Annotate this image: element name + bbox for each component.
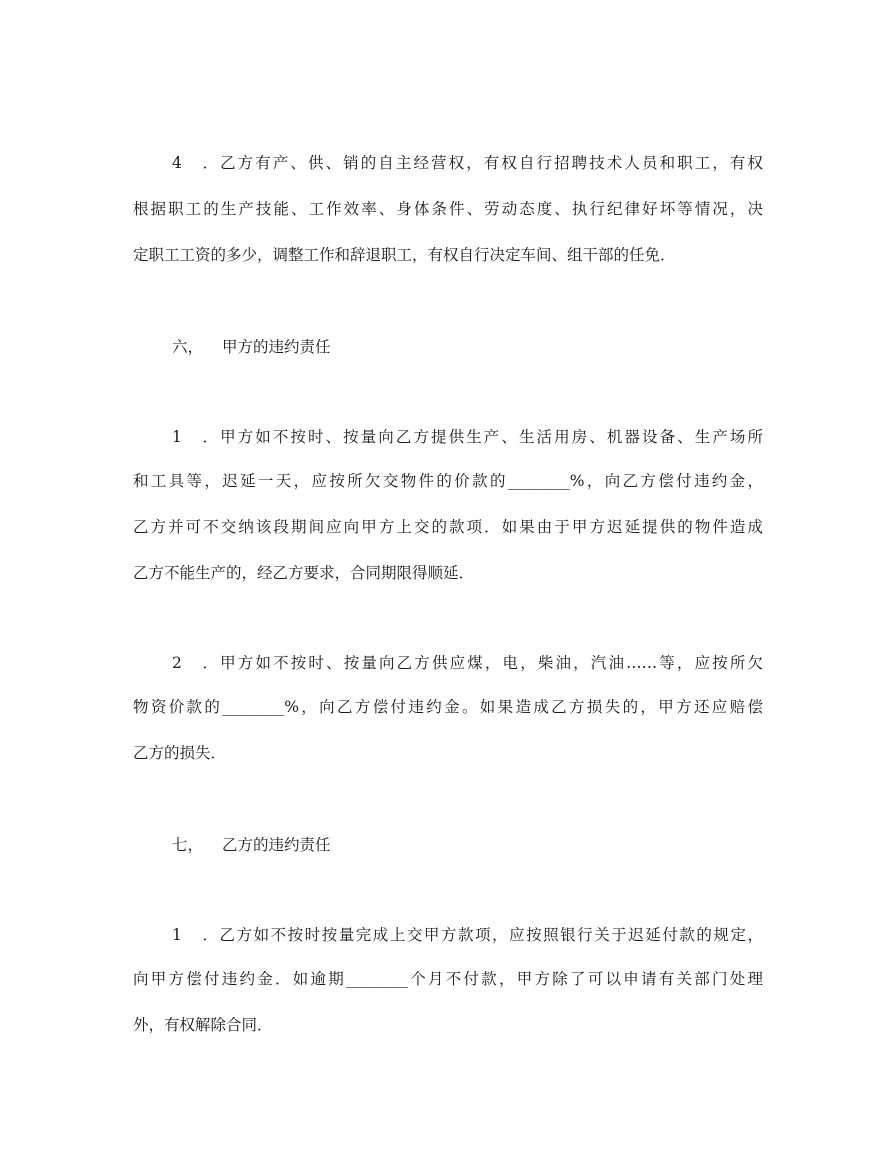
- section-6-para-2-line-1: [172, 652, 763, 674]
- heading-text: 甲方的违约责任: [222, 338, 331, 356]
- paragraph-number: 1．: [172, 428, 218, 446]
- section-6-para-1-line-1: [172, 426, 763, 448]
- section-6-para-2-line-2: 物资价款的________%，向乙方偿付违约金。如果造成乙方损失的，甲方还应赔偿: [133, 698, 763, 716]
- paragraph-text: 乙方如不按时按量完成上交甲方款项，应按照银行关于迟延付款的规定，: [218, 926, 763, 944]
- heading-text: 乙方的违约责任: [222, 836, 331, 854]
- section-heading-6: [172, 336, 763, 358]
- paragraph-4-line-3: 定职工工资的多少，调整工作和辞退职工，有权自行决定车间、组干部的任免．: [133, 246, 676, 264]
- section-heading-7: [172, 834, 763, 856]
- paragraph-4-line-2: 根据职工的生产技能、工作效率、身体条件、劳动态度、执行纪律好坏等情况，决: [133, 200, 763, 218]
- section-7-para-1-line-3: 外，有权解除合同．: [133, 1016, 273, 1034]
- section-6-para-1-line-2: 和工具等，迟延一天，应按所欠交物件的价款的________%，向乙方偿付违约金，: [133, 472, 763, 490]
- section-7-para-1-line-1: [172, 924, 763, 946]
- paragraph-text: 乙方有产、供、销的自主经营权，有权自行招聘技术人员和职工，有权: [218, 154, 763, 172]
- heading-number: 七，: [172, 836, 204, 854]
- paragraph-text: 甲方如不按时、按量向乙方供应煤，电，柴油，汽油……等，应按所欠: [218, 654, 763, 672]
- paragraph-number: 1．: [172, 926, 218, 944]
- paragraph-number: 2．: [172, 654, 218, 672]
- section-6-para-1-line-3: 乙方并可不交纳该段期间应向甲方上交的款项．如果由于甲方迟延提供的物件造成: [133, 518, 763, 536]
- section-7-para-1-line-2: 向甲方偿付违约金．如逾期________个月不付款，甲方除了可以申请有关部门处理: [133, 970, 763, 988]
- paragraph-number: 4．: [172, 154, 218, 172]
- paragraph-text: 甲方如不按时、按量向乙方提供生产、生活用房、机器设备、生产场所: [218, 428, 763, 446]
- section-6-para-1-line-4: 乙方不能生产的，经乙方要求，合同期限得顺延．: [133, 564, 475, 582]
- paragraph-4-line-1: [172, 152, 763, 174]
- section-6-para-2-line-3: 乙方的损失．: [133, 744, 227, 762]
- heading-number: 六，: [172, 338, 204, 356]
